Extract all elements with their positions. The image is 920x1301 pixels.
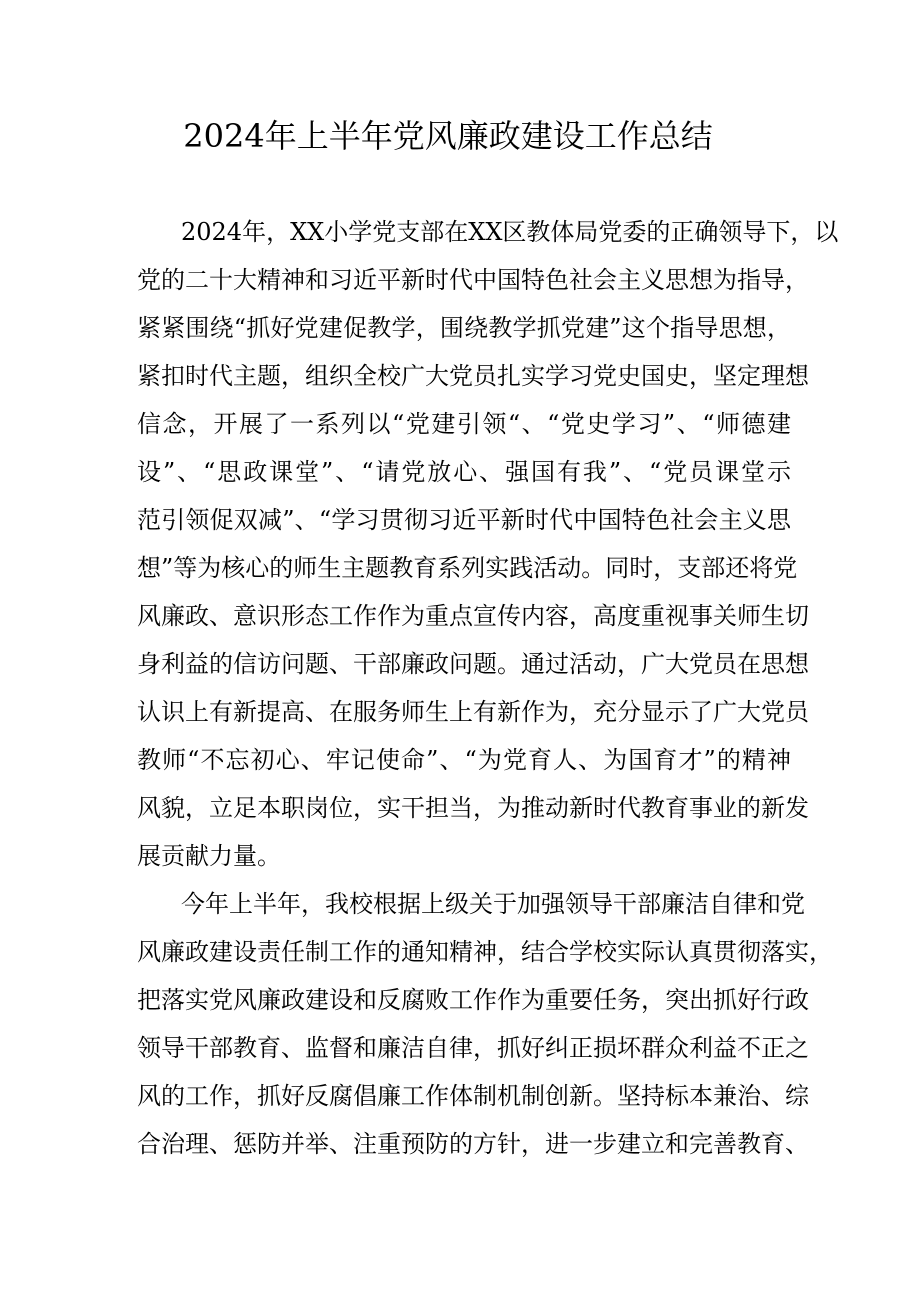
text-line: 教师“不忘初心、牢记使命”、“为党育人、为国育才”的精神 <box>137 746 791 774</box>
text-line: 认识上有新提高、在服务师生上有新作为，充分显示了广大党员 <box>137 698 809 726</box>
text-line: 2024年，XX小学党支部在XX区教体局党委的正确领导下，以 <box>181 218 839 246</box>
text-line: 紧扣时代主题，组织全校广大党员扎实学习党史国史，坚定理想 <box>137 362 809 390</box>
text-line: 今年上半年，我校根据上级关于加强领导干部廉洁自律和党 <box>181 890 805 918</box>
text-line: 把落实党风廉政建设和反腐败工作作为重要任务，突出抓好行政 <box>137 986 809 1014</box>
text-line: 信念，开展了一系列以“党建引领“、“党史学习”、“师德建 <box>137 410 791 438</box>
document-title: 2024年上半年党风廉政建设工作总结 <box>183 117 713 155</box>
text-line: 身利益的信访问题、干部廉政问题。通过活动，广大党员在思想 <box>137 650 809 678</box>
text-line: 展贡献力量。 <box>137 842 281 870</box>
text-line: 风的工作，抓好反腐倡廉工作体制机制创新。坚持标本兼治、综 <box>137 1082 809 1110</box>
text-line: 领导干部教育、监督和廉洁自律，抓好纠正损坏群众利益不正之 <box>137 1034 809 1062</box>
text-line: 风廉政建设责任制工作的通知精神，结合学校实际认真贯彻落实， <box>137 938 833 966</box>
text-line: 党的二十大精神和习近平新时代中国特色社会主义思想为指导， <box>137 266 809 294</box>
text-line: 想”等为核心的师生主题教育系列实践活动。同时，支部还将党 <box>137 554 798 582</box>
text-line: 紧紧围绕“抓好党建促教学，围绕教学抓党建”这个指导思想， <box>137 314 791 342</box>
text-line: 设”、“思政课堂”、“请党放心、强国有我”、“党员课堂示 <box>137 458 791 486</box>
text-line: 范引领促双减”、“学习贯彻习近平新时代中国特色社会主义思 <box>137 506 791 534</box>
text-line: 风貌，立足本职岗位，实干担当，为推动新时代教育事业的新发 <box>137 794 809 822</box>
text-line: 风廉政、意识形态工作作为重点宣传内容，高度重视事关师生切 <box>137 602 809 630</box>
text-line: 合治理、惩防并举、注重预防的方针，进一步建立和完善教育、 <box>137 1130 809 1158</box>
